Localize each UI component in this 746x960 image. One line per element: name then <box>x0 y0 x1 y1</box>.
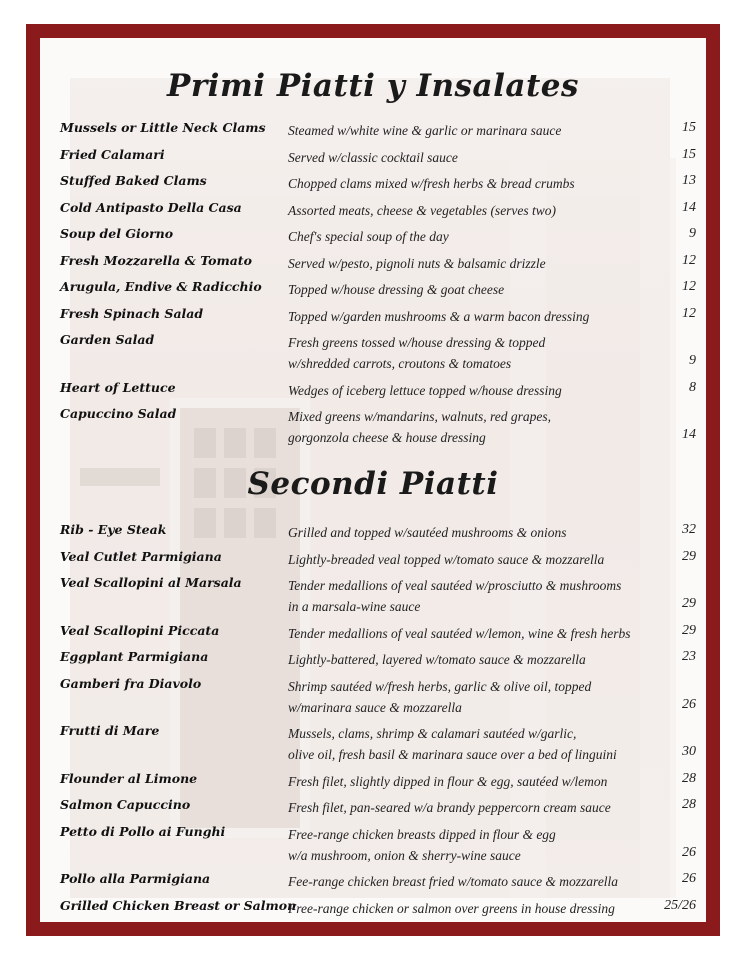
dish-name: Soup del Giorno <box>60 226 174 241</box>
description-line: Tender medallions of veal sautéed w/prosciutto & mushrooms <box>288 578 622 593</box>
dish-price: 26 <box>682 844 696 860</box>
description-line: Fresh filet, pan-seared w/a brandy peppercorn cream sauce <box>288 800 611 815</box>
description-line: Free-range chicken or salmon over greens in house dressing <box>288 900 615 916</box>
description-line: in a marsala-wine sauce <box>288 599 421 614</box>
description-line: Topped w/house dressing & goat cheese <box>288 282 505 297</box>
dish-price: 15 <box>682 120 696 135</box>
dish-price: 23 <box>682 649 696 664</box>
dish-description <box>288 306 648 327</box>
section-title: Secondi Piatti <box>247 466 499 502</box>
menu-page <box>40 38 706 922</box>
description-line: Fresh filet, slightly dipped in flour & egg, sautéed w/lemon <box>288 773 608 789</box>
section-title: Primi Piatti y Insalates <box>167 68 579 104</box>
description-line: Chef's special soup of the day <box>288 229 449 244</box>
dish-name: Garden Salad <box>60 332 155 347</box>
dish-name: Fried Calamari <box>60 146 165 162</box>
description-line: Mussels, clams, shrimp & calamari sautéed w/garlic, <box>288 726 577 741</box>
dish-name: Eggplant Parmigiana <box>60 649 209 664</box>
dish-name: Fresh Spinach Salad <box>60 305 204 321</box>
dish-description <box>288 253 648 274</box>
dish-price: 26 <box>682 696 696 712</box>
description-line: w/a mushroom, onion & sherry-wine sauce <box>288 847 521 863</box>
dish-name: Flounder al Limone <box>60 770 198 786</box>
dish-price: 25/26 <box>664 897 696 913</box>
menu-item <box>60 871 696 891</box>
dish-price: 14 <box>682 427 696 442</box>
dish-price: 9 <box>689 353 696 368</box>
dish-price: 26 <box>682 871 696 886</box>
dish-description <box>288 120 648 141</box>
dish-description <box>288 649 648 670</box>
description-line: Wedges of iceberg lettuce topped w/house dressing <box>288 382 562 398</box>
menu-item <box>60 332 696 371</box>
description-line: olive oil, fresh basil & marinara sauce over a bed of linguini <box>288 747 617 762</box>
menu-item <box>60 522 696 542</box>
dish-name: Gamberi fra Diavolo <box>60 675 202 691</box>
menu-item <box>60 797 696 817</box>
dish-price: 14 <box>682 199 696 215</box>
dish-price: 15 <box>682 146 696 162</box>
dish-description <box>288 522 648 543</box>
dish-name: Capuccino Salad <box>60 406 177 421</box>
menu-frame <box>26 24 720 936</box>
description-line: Served w/pesto, pignoli nuts & balsamic drizzle <box>288 255 546 271</box>
dish-name: Heart of Lettuce <box>60 379 176 395</box>
description-line: Steamed w/white wine & garlic or marinara sauce <box>288 123 562 138</box>
dish-price: 32 <box>682 522 696 537</box>
description-line: Topped w/garden mushrooms & a warm bacon dressing <box>288 308 590 324</box>
dish-price: 13 <box>682 173 696 188</box>
dish-description <box>288 173 648 194</box>
dish-description <box>288 226 648 247</box>
description-line: Lightly-breaded veal topped w/tomato sauce & mozzarella <box>288 551 605 567</box>
dish-name: Grilled Chicken Breast or Salmon <box>60 897 297 913</box>
menu-item <box>60 120 696 140</box>
dish-description <box>288 147 648 168</box>
menu-item <box>60 823 696 863</box>
dish-name: Pollo alla Parmigiana <box>60 871 211 886</box>
dish-name: Arugula, Endive & Radicchio <box>60 279 262 294</box>
dish-price: 8 <box>689 379 696 395</box>
description-line: w/marinara sauce & mozzarella <box>288 699 462 715</box>
dish-name: Stuffed Baked Clams <box>60 173 207 188</box>
dish-description <box>288 575 648 617</box>
menu-item <box>60 306 696 326</box>
dish-description <box>288 771 648 792</box>
dish-description <box>288 797 648 818</box>
dish-description <box>288 898 648 919</box>
dish-name: Mussels or Little Neck Clams <box>60 120 266 135</box>
description-line: Served w/classic cocktail sauce <box>288 149 458 165</box>
dish-price: 28 <box>682 797 696 812</box>
description-line: Tender medallions of veal sautéed w/lemon, wine & fresh herbs <box>288 625 631 641</box>
dish-price: 28 <box>682 770 696 786</box>
dish-description <box>288 871 648 892</box>
dish-description <box>288 723 648 765</box>
menu-item <box>60 675 696 715</box>
dish-description <box>288 380 648 401</box>
description-line: Grilled and topped w/sautéed mushrooms & onions <box>288 525 567 540</box>
dish-description <box>288 549 648 570</box>
dish-price: 30 <box>682 744 696 759</box>
description-line: Assorted meats, cheese & vegetables (serves two) <box>288 202 557 218</box>
menu-item <box>60 173 696 193</box>
dish-name: Fresh Mozzarella & Tomato <box>60 252 252 268</box>
description-line: Chopped clams mixed w/fresh herbs & bread crumbs <box>288 176 575 191</box>
dish-price: 9 <box>689 226 696 241</box>
dish-name: Veal Scallopini al Marsala <box>60 575 242 590</box>
menu-item <box>60 549 696 569</box>
dish-description <box>288 824 648 866</box>
description-line: Shrimp sautéed w/fresh herbs, garlic & olive oil, topped <box>288 678 592 694</box>
dish-description <box>288 279 648 300</box>
menu-item <box>60 380 696 400</box>
menu-item <box>60 723 696 762</box>
menu-item <box>60 253 696 273</box>
menu-item <box>60 575 696 614</box>
dish-name: Frutti di Mare <box>60 723 160 738</box>
dish-price: 12 <box>682 252 696 268</box>
dish-name: Petto di Pollo ai Funghi <box>60 823 226 839</box>
description-line: gorgonzola cheese & house dressing <box>288 430 486 445</box>
dish-price: 12 <box>682 305 696 321</box>
dish-description <box>288 406 648 448</box>
description-line: w/shredded carrots, croutons & tomatoes <box>288 356 512 371</box>
menu-item <box>60 898 696 918</box>
dish-name: Salmon Capuccino <box>60 797 191 812</box>
dish-description <box>288 623 648 644</box>
dish-price: 29 <box>682 548 696 564</box>
description-line: Lightly-battered, layered w/tomato sauce & mozzarella <box>288 652 586 667</box>
dish-name: Veal Cutlet Parmigiana <box>60 548 222 564</box>
menu-item <box>60 406 696 445</box>
dish-description <box>288 200 648 221</box>
menu-item <box>60 649 696 669</box>
menu-item <box>60 771 696 791</box>
menu-item <box>60 147 696 167</box>
menu-content <box>40 38 706 922</box>
dish-description <box>288 332 648 374</box>
dish-price: 12 <box>682 279 696 294</box>
dish-description <box>288 676 648 718</box>
dish-price: 29 <box>682 622 696 638</box>
menu-item <box>60 226 696 246</box>
description-line: Free-range chicken breasts dipped in flour & egg <box>288 826 556 842</box>
menu-item <box>60 623 696 643</box>
dish-name: Rib - Eye Steak <box>60 522 167 537</box>
dish-name: Cold Antipasto Della Casa <box>60 199 242 215</box>
description-line: Fee-range chicken breast fried w/tomato sauce & mozzarella <box>288 874 619 889</box>
menu-item <box>60 279 696 299</box>
menu-item <box>60 200 696 220</box>
description-line: Mixed greens w/mandarins, walnuts, red grapes, <box>288 409 551 424</box>
description-line: Fresh greens tossed w/house dressing & topped <box>288 335 546 350</box>
dish-name: Veal Scallopini Piccata <box>60 622 220 638</box>
dish-price: 29 <box>682 596 696 611</box>
